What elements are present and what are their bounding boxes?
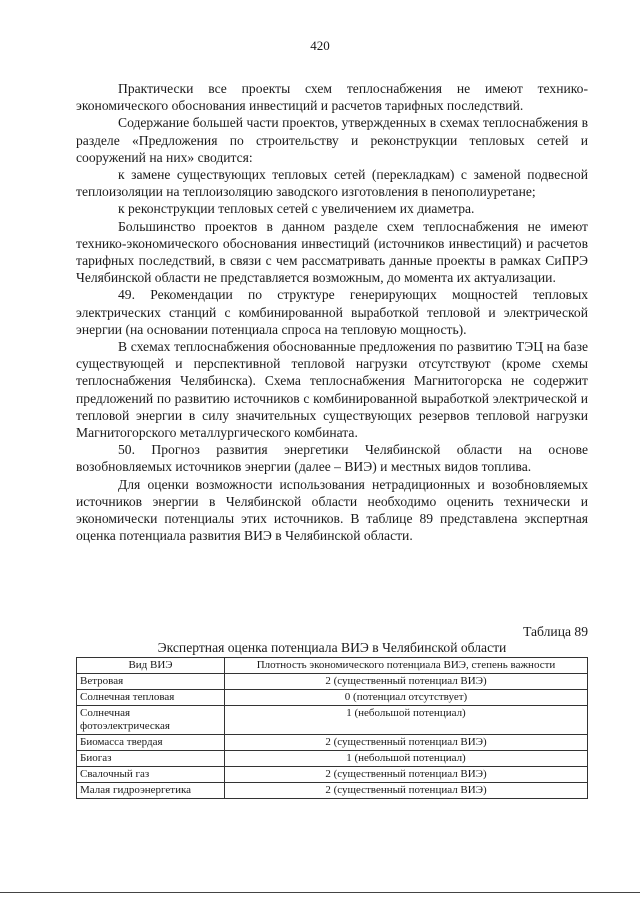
body-text [76,80,588,544]
paragraph: Содержание большей части проектов, утвержденных в схемах теплоснабжения в разделе «Предложения по строительству и реконструкции тепловых сетей и сооружений на них» сводится: [76,115,588,165]
header-cell-type: Вид ВИЭ [77,658,225,674]
table-row [77,767,588,783]
cell-potential: 1 (небольшой потенциал) [225,751,588,767]
cell-res-type: Малая гидроэнергетика [77,783,225,799]
paragraph: В схемах теплоснабжения обоснованные предложения по развитию ТЭЦ на базе существующей и перспективной тепловой нагрузки отсутствуют (кроме схемы теплоснабжения Челябинска). Схема теплоснабжения Магнитогорска не содержит предложений по развитию источников с комбинированной выработкой электрической и тепловой энергии в силу значительных существующих резервов тепловой нагрузки Магнитогорского металлургического комбината. [76,339,588,441]
cell-potential: 2 (существенный потенциал ВИЭ) [225,735,588,751]
cell-res-type: Биомасса твердая [77,735,225,751]
table-header-row [77,658,588,674]
paragraph: к замене существующих тепловых сетей (перекладкам) с заменой подвесной теплоизоляции на теплоизоляцию заводского изготовления в пенополиуретане; [76,167,588,200]
table-row [77,674,588,690]
paragraph: Практически все проекты схем теплоснабжения не имеют технико-экономического обоснования инвестиций и расчетов тарифных последствий. [76,81,588,114]
table-row [77,783,588,799]
page-number: 420 [310,38,330,53]
cell-res-type: Свалочный газ [77,767,225,783]
paragraph: Для оценки возможности использования нетрадиционных и возобновляемых источников энергии в Челябинской области необходимо оценить технически и экономически потенциалы этих источников. В таблице 89 представлена экспертная оценка потенциала развития ВИЭ в Челябинской области. [76,476,588,544]
table-number: Таблица 89 [523,624,588,639]
cell-res-type: Биогаз [77,751,225,767]
table-row [77,690,588,706]
table-row [77,735,588,751]
cell-potential: 1 (небольшой потенциал) [225,706,588,735]
paragraph: 50. Прогноз развития энергетики Челябинской области на основе возобновляемых источников энергии (далее – ВИЭ) и местных видов топлива. [76,442,588,475]
cell-res-type: Ветровая [77,674,225,690]
paragraph: к реконструкции тепловых сетей с увеличением их диаметра. [118,201,475,217]
paragraph: 49. Рекомендации по структуре генерирующих мощностей тепловых электрических станций с комбинированной выработкой тепловой и электрической энергии (на основании потенциала спроса на тепловую мощность). [76,287,588,337]
header-cell-potential: Плотность экономического потенциала ВИЭ, степень важности [225,658,588,674]
bottom-rule [0,892,640,893]
cell-potential: 2 (существенный потенциал ВИЭ) [225,674,588,690]
cell-potential: 0 (потенциал отсутствует) [225,690,588,706]
cell-res-type: Солнечная фотоэлектрическая [77,706,225,735]
cell-res-type: Солнечная тепловая [77,690,225,706]
cell-potential: 2 (существенный потенциал ВИЭ) [225,783,588,799]
paragraph: Большинство проектов в данном разделе схем теплоснабжения не имеют технико-экономического обоснования инвестиций (источников инвестиций) и расчетов тарифных последствий, в связи с чем рассматривать данные проекты в рамках СиПРЭ Челябинской области не представляется возможным, до момента их актуализации. [76,218,588,286]
table-title: Экспертная оценка потенциала ВИЭ в Челябинской области [157,640,507,655]
cell-potential: 2 (существенный потенциал ВИЭ) [225,767,588,783]
table-row [77,706,588,735]
res-potential-table [76,657,588,799]
table-row [77,751,588,767]
